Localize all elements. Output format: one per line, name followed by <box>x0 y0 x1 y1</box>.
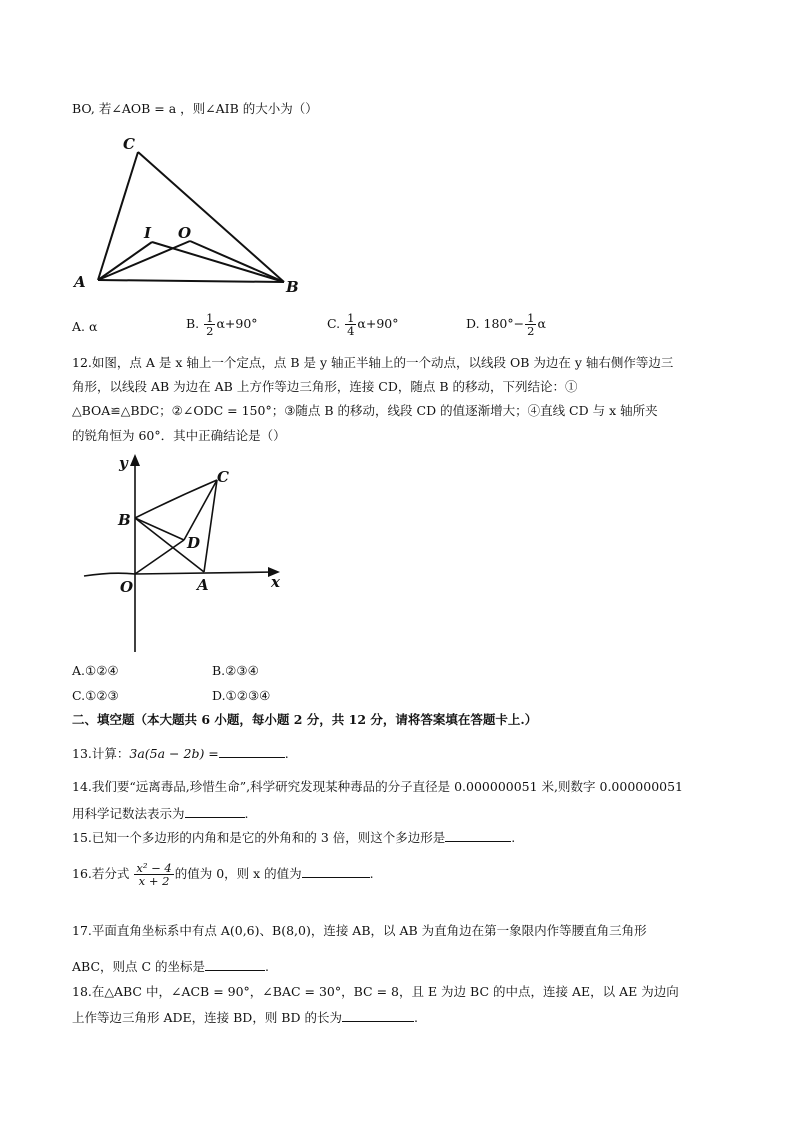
q12-label-c: C <box>217 468 229 486</box>
q12-line-do <box>135 540 184 574</box>
q12-label-a: A <box>197 576 209 594</box>
q12-stem-line1: 12.如图，点 A 是 x 轴上一个定点，点 B 是 y 轴正半轴上的一个动点，以线段 OB 为边在 y 轴右侧作等边三 <box>72 355 674 370</box>
q11-label-b: B <box>286 278 299 295</box>
q11-label-a: A <box>74 273 86 291</box>
q12-label-d: D <box>187 534 201 552</box>
q11-option-d-fraction <box>525 312 536 337</box>
q11-line-ab <box>98 280 284 282</box>
q16-prefix: 16.若分式 <box>72 866 130 881</box>
q12-option-c: C.①②③ <box>72 688 119 703</box>
q12-stem-line4: 的锐角恒为 60°．其中正确结论是（） <box>72 428 286 443</box>
q12-option-d: D.①②③④ <box>212 688 271 703</box>
q17-answer-blank[interactable] <box>205 957 265 971</box>
q11-option-c-den: 4 <box>347 324 355 338</box>
q11-option-c-fraction <box>345 312 356 337</box>
q16-numerator: x² − 4 <box>136 861 172 875</box>
q15-answer-blank[interactable] <box>445 828 511 842</box>
q18-line1: 18.在△ABC 中，∠ACB = 90°，∠BAC = 30°，BC = 8，且 E 为边 BC 的中点，连接 AE，以 AE 为边向 <box>72 984 679 999</box>
q12-coordinate-figure <box>80 452 295 657</box>
q11-option-c-num: 1 <box>347 311 355 325</box>
q11-option-c <box>327 312 398 337</box>
q12-line-bc <box>135 480 217 518</box>
q12-line-ca <box>204 480 217 572</box>
q13-expression: 3a(5a − 2b) = <box>129 746 219 761</box>
q11-option-b-fraction <box>204 312 215 337</box>
q11-option-c-suffix: α+90° <box>357 316 399 331</box>
q17-line1: 17.平面直角坐标系中有点 A(0,6)、B(8,0)，连接 AB，以 AB 为直角边在第一象限内作等腰直角三角形 <box>72 923 647 938</box>
q12-stem-line3: △BOA≌△BDC；②∠ODC = 150°；③随点 B 的移动，线段 CD 的值逐渐增大；④直线 CD 与 x 轴所夹 <box>72 403 658 418</box>
q11-option-b-suffix: α+90° <box>216 316 258 331</box>
q12-option-a: A.①②④ <box>72 663 119 678</box>
q15 <box>72 828 515 847</box>
q17-line2 <box>72 957 269 976</box>
q13-answer-blank[interactable] <box>219 744 285 758</box>
q14-line2 <box>72 804 249 823</box>
q11-stem: BO, 若∠AOB = a ，则∠AIB 的大小为（） <box>72 101 318 116</box>
q14-line1: 14.我们要“远离毒品,珍惜生命”,科学研究发现某种毒品的分子直径是 0.000000051 米,则数字 0.000000051 <box>72 779 684 794</box>
q13 <box>72 744 289 763</box>
q17-end: . <box>265 959 270 974</box>
q14-end: . <box>244 806 249 821</box>
q11-line-ca <box>98 152 138 280</box>
q11-option-d-prefix: D. 180°− <box>466 316 525 331</box>
q11-line-ob <box>190 241 284 282</box>
q12-label-b: B <box>118 511 131 529</box>
q18-line2-text: 上作等边三角形 ADE，连接 BD，则 BD 的长为 <box>72 1010 342 1025</box>
q14-answer-blank[interactable] <box>185 804 245 818</box>
q11-option-b <box>186 312 258 337</box>
q18-line2 <box>72 1008 418 1027</box>
q18-end: . <box>413 1010 418 1025</box>
q12-option-b: B.②③④ <box>212 663 259 678</box>
q11-option-b-prefix: B. <box>186 316 200 331</box>
q11-option-d <box>466 312 546 337</box>
q15-text: 15.已知一个多边形的内角和是它的外角和的 3 倍，则这个多边形是 <box>72 830 446 845</box>
q11-triangle-figure <box>68 130 308 295</box>
q11-option-c-prefix: C. <box>327 316 341 331</box>
q12-stem-line2: 角形，以线段 AB 为边在 AB 上方作等边三角形，连接 CD，随点 B 的移动，下列结论：① <box>72 379 578 394</box>
q11-option-b-num: 1 <box>206 311 214 325</box>
q11-option-b-den: 2 <box>206 324 214 338</box>
q16-end: . <box>369 866 374 881</box>
section-fill-in-heading: 二、填空题（本大题共 6 小题，每小题 2 分，共 12 分，请将答案填在答题卡上.） <box>72 712 538 727</box>
q12-label-o: O <box>120 578 134 596</box>
q11-option-a: A. α <box>72 319 98 334</box>
q13-prefix: 13.计算： <box>72 746 130 761</box>
q11-option-d-suffix: α <box>537 316 546 331</box>
q16-fraction <box>134 862 173 887</box>
q11-option-d-den: 2 <box>527 324 535 338</box>
q13-end: . <box>284 746 289 761</box>
q11-line-cb <box>138 152 284 282</box>
q11-label-o: O <box>178 224 192 242</box>
q12-x-axis <box>84 572 275 576</box>
q16-denominator: x + 2 <box>138 874 170 888</box>
q12-y-arrow <box>130 454 140 466</box>
q11-option-d-num: 1 <box>527 311 535 325</box>
q11-label-c: C <box>123 135 135 153</box>
q15-end: . <box>511 830 516 845</box>
q16-text: 的值为 0，则 x 的值为 <box>174 866 302 881</box>
q11-label-i: I <box>144 224 152 242</box>
q16 <box>72 862 374 887</box>
q12-label-y: y <box>119 454 128 472</box>
q14-line2-text: 用科学记数法表示为 <box>72 806 185 821</box>
q18-answer-blank[interactable] <box>342 1008 414 1022</box>
q12-label-x: x <box>271 573 280 591</box>
q17-line2-text: ABC，则点 C 的坐标是 <box>72 959 206 974</box>
q16-answer-blank[interactable] <box>302 864 370 878</box>
